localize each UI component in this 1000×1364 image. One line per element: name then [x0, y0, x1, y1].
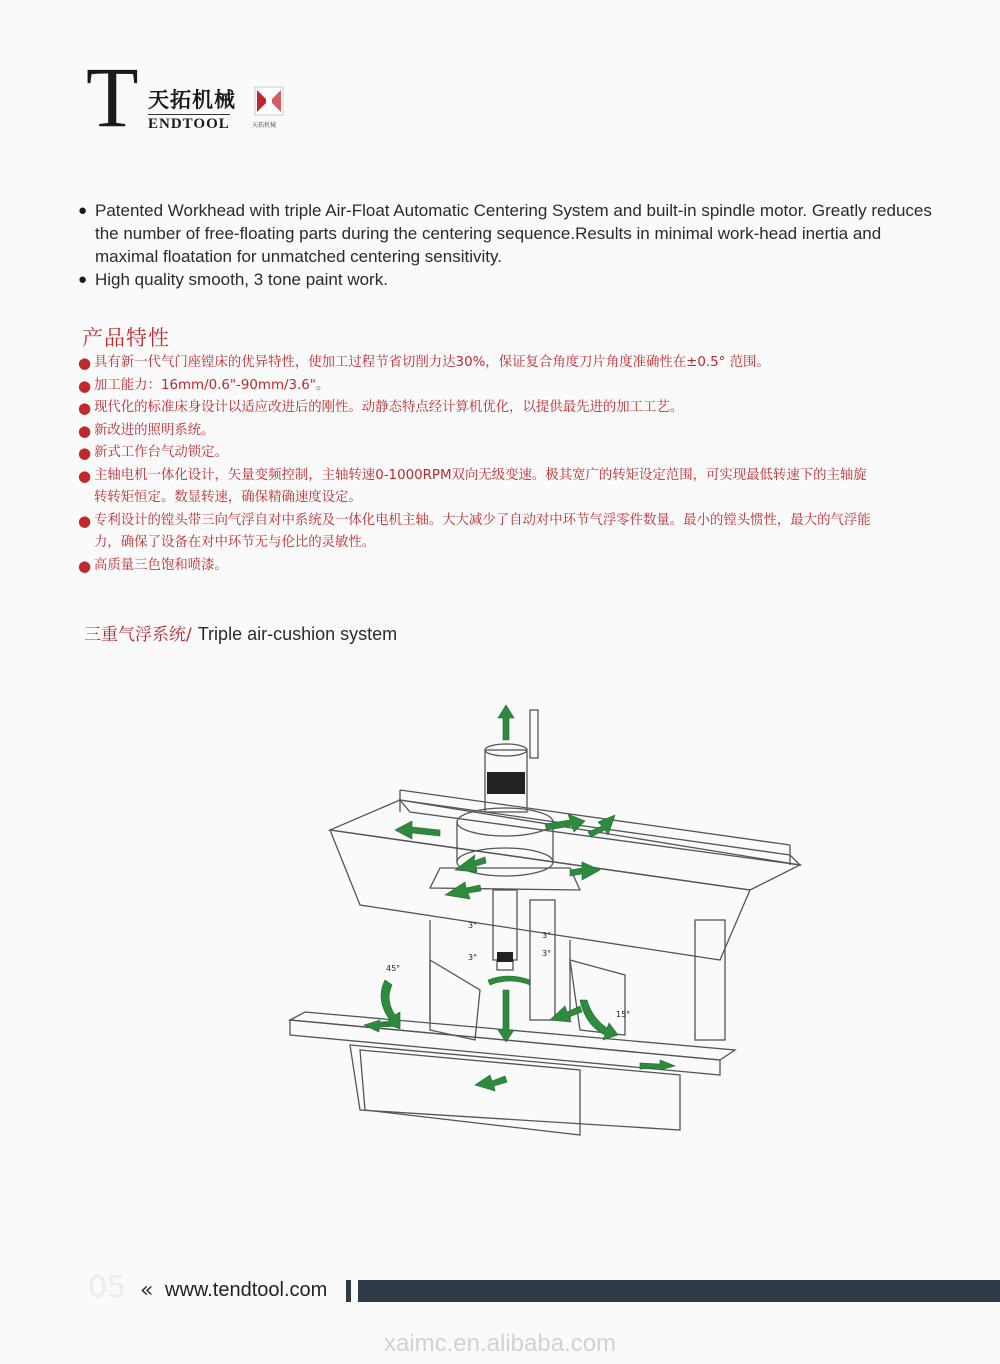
- angle-label: 3°: [468, 921, 478, 930]
- bullet-icon: ●: [78, 354, 92, 372]
- machine-outline: [290, 710, 800, 1135]
- bullet-icon: ●: [78, 466, 92, 485]
- list-item: [78, 465, 878, 510]
- bullet-icon: ●: [78, 376, 92, 395]
- section-title-cn: 三重气浮系统/: [84, 625, 192, 645]
- list-item: [78, 352, 878, 375]
- list-item: [78, 420, 878, 443]
- chinese-feature-list: [78, 352, 878, 577]
- feature-text: 专利设计的镗头带三向气浮自对中系统及一体化电机主轴。大大减少了自动对中环节气浮零件数量。最小的镗头惯性，最大的气浮能力，确保了设备在对中环节无与伦比的灵敏性。: [94, 512, 871, 550]
- list-item: [78, 268, 938, 291]
- watermark: xaimc.en.alibaba.com: [383, 1330, 617, 1357]
- angle-label: 3°: [542, 949, 552, 958]
- list-item: [78, 397, 878, 420]
- bullet-icon: ●: [78, 421, 92, 440]
- logo-mark-icon: [254, 86, 284, 116]
- logo-english-name: ENDTOOL: [148, 116, 230, 132]
- list-item: [78, 442, 878, 465]
- bullet-icon: ●: [78, 399, 92, 417]
- feature-text: High quality smooth, 3 tone paint work.: [95, 270, 388, 289]
- section-title-en: Triple air-cushion system: [197, 624, 398, 644]
- section-heading: [84, 620, 397, 645]
- bullet-icon: ●: [78, 202, 88, 219]
- angle-label: 3°: [468, 953, 478, 962]
- angle-label: 45°: [386, 964, 401, 973]
- feature-text: 现代化的标准床身设计以适应改进后的刚性。动静态特点经计算机优化，以提供最先进的加工工艺。: [94, 400, 684, 415]
- footer-bar: [358, 1280, 1000, 1302]
- page-number: 05: [88, 1270, 127, 1305]
- feature-text: 新式工作台气动锁定。: [94, 445, 228, 460]
- list-item: [78, 199, 938, 268]
- footer-divider: [346, 1280, 351, 1302]
- brand-logo: [86, 49, 306, 145]
- logo-mark-label: 天拓机械: [252, 122, 277, 129]
- website-link[interactable]: www.tendtool.com: [165, 1279, 328, 1301]
- bullet-icon: ●: [78, 556, 92, 575]
- chinese-features-title: 产品特性: [82, 326, 170, 350]
- english-feature-list: [78, 199, 938, 291]
- bullet-icon: ●: [78, 271, 88, 288]
- list-item: [78, 375, 878, 398]
- feature-text: 加工能力：16mm/0.6"-90mm/3.6"。: [94, 377, 330, 393]
- list-item: [78, 555, 878, 578]
- feature-text: 高质量三色饱和喷漆。: [94, 557, 228, 573]
- double-chevron-left-icon: «: [140, 1278, 154, 1303]
- feature-text: 主轴电机一体化设计，矢量变频控制，主轴转速0-1000RPM双向无级变速。极其宽广的转矩设定范围，可实现最低转速下的主轴旋转转矩恒定。数显转速，确保精确速度设定。: [94, 467, 867, 505]
- air-flow-arrows: [364, 705, 675, 1091]
- feature-text: 具有新一代气门座镗床的优异特性，使加工过程节省切削力达30%，保证复合角度刀片角度准确性在±0.5° 范围。: [94, 355, 770, 370]
- list-item: [78, 510, 878, 555]
- triple-air-cushion-diagram: [280, 690, 810, 1160]
- bullet-icon: ●: [78, 444, 92, 462]
- angle-label: 3°: [542, 931, 552, 940]
- bullet-icon: ●: [78, 511, 92, 530]
- logo-letter: T: [86, 49, 139, 145]
- logo-chinese-name: 天拓机械: [148, 88, 236, 112]
- feature-text: Patented Workhead with triple Air-Float Automatic Centering System and built-in spindle motor. Greatly reduces the number of free-floating parts during the centering sequence.Results in minimal work-head inertia and maximal floatation for unmatched centering sensitivity.: [95, 201, 932, 266]
- angle-label: 15°: [616, 1010, 631, 1019]
- feature-text: 新改进的照明系统。: [94, 422, 215, 438]
